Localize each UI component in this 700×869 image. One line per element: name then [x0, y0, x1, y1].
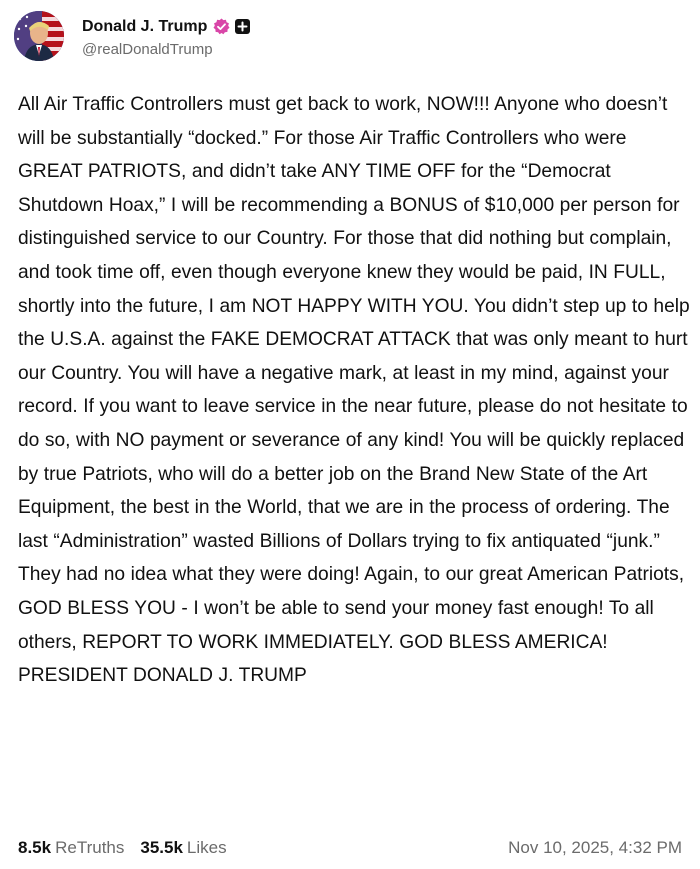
avatar-photo-icon: [14, 11, 64, 61]
likes-count: 35.5k: [140, 838, 183, 857]
name-row: [82, 15, 250, 39]
plus-badge-icon: [235, 19, 250, 34]
retruths-label: ReTruths: [55, 838, 125, 857]
retruths-count: 8.5k: [18, 838, 52, 857]
post-timestamp[interactable]: Nov 10, 2025, 4:32 PM: [508, 838, 682, 857]
likes-label: Likes: [186, 838, 227, 857]
retruths-stat[interactable]: [18, 838, 124, 858]
post-header: [14, 10, 250, 62]
verified-badge-icon: [213, 18, 230, 35]
post-body-text: All Air Traffic Controllers must get back to work, NOW!!! Anyone who doesn’t will be substantially “docked.” For those Air Traffic Controllers who were GREAT PATRIOTS, and didn’t take ANY TIME OFF for the “Democrat Shutdown Hoax,” I will be recommending a BONUS of $10,000 per person for distinguished service to our Country. For those that did nothing but complain, and took time off, even though everyone knew they would be paid, IN FULL, shortly into the future, I am NOT HAPPY WITH YOU. You didn’t step up to help the U.S.A. against the FAKE DEMOCRAT ATTACK that was only meant to hurt our Country. You will have a negative mark, at least in my mind, against your record. If you want to leave service in the near future, please do not hesitate to do so, with NO payment or severance of any kind! You will be quickly replaced by true Patriots, who will do a better job on the Brand New State of the Art Equipment, the best in the World, that we are in the process of ordering. The last “Administration” wasted Billions of Dollars trying to fix antiquated “junk.” They had no idea what they were doing! Again, to our great American Patriots, GOD BLESS YOU - I won’t be able to send your money fast enough! To all others, REPORT TO WORK IMMEDIATELY. GOD BLESS AMERICA! PRESIDENT DONALD J. TRUMP: [18, 94, 690, 687]
avatar[interactable]: [14, 11, 64, 61]
author-identity: [82, 15, 250, 58]
display-name[interactable]: Donald J. Trump: [82, 17, 208, 35]
post-footer: [18, 834, 682, 862]
author-handle[interactable]: @realDonaldTrump: [82, 40, 213, 58]
likes-stat[interactable]: [140, 838, 226, 858]
